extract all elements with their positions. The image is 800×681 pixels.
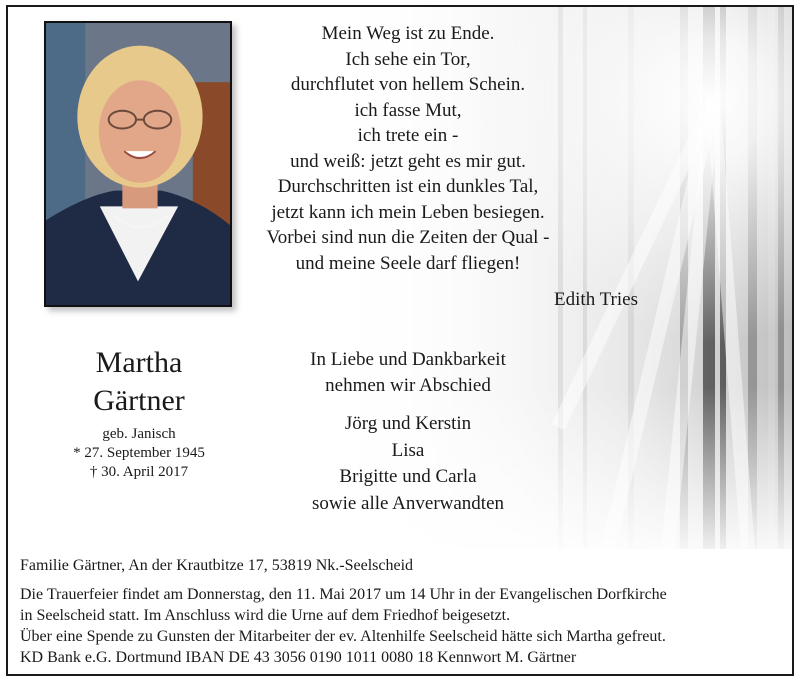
poem-line: und weiß: jetzt geht es mir gut. [290,150,526,172]
life-dates [28,425,250,482]
obituary-frame [6,5,794,676]
funeral-info-line: Die Trauerfeier findet am Donnerstag, den 11. Mai 2017 um 14 Uhr in der Evangelischen Dorfkirche [20,586,667,603]
farewell-line: In Liebe und Dankbarkeit [310,349,506,370]
poem-line: Vorbei sind nun die Zeiten der Qual - [266,227,550,248]
funeral-info-line: in Seelscheid statt. Im Anschluss wird die Urne auf dem Friedhof beigesetzt. [20,607,511,624]
mourner: Lisa [391,439,425,461]
birth-name: geb. Janisch [102,426,176,442]
farewell-line: nehmen wir Abschied [325,375,491,396]
mourners-list [308,411,508,517]
poem-line: Durchschritten ist ein dunkles Tal, [277,176,539,197]
poem-line: ich trete ein - [357,125,459,146]
death-date: † 30. April 2017 [89,464,189,480]
mourner: sowie alle Anverwandten [311,492,505,514]
poem [258,21,558,276]
birth-date: * 27. September 1945 [73,445,205,461]
deceased-last-name: Gärtner [93,384,185,417]
poem-line: Mein Weg ist zu Ende. [321,23,495,44]
poem-line: jetzt kann ich mein Leben besiegen. [271,201,545,223]
notices [20,555,790,668]
poem-line: ich fasse Mut, [354,99,462,121]
poem-line: und meine Seele darf fliegen! [295,252,521,274]
deceased-first-name: Martha [95,346,183,379]
farewell-text [308,347,508,399]
poem-author: Edith Tries [554,289,638,310]
mourner: Jörg und Kerstin [344,413,472,434]
poem-line: durchflutet von hellem Schein. [290,74,526,95]
portrait-photo [44,21,232,307]
donation-info-line: Über eine Spende zu Gunsten der Mitarbeiter der ev. Altenhilfe Seelscheid hätte sich Martha gefreut. [20,628,666,645]
family-address: Familie Gärtner, An der Krautbitze 17, 53819 Nk.-Seelscheid [20,557,414,574]
poem-line: Ich sehe ein Tor, [345,48,471,70]
bank-details: KD Bank e.G. Dortmund IBAN DE 43 3056 0190 1011 0080 18 Kennwort M. Gärtner [20,649,577,666]
mourner: Brigitte und Carla [339,466,477,487]
portrait-icon [46,23,230,305]
